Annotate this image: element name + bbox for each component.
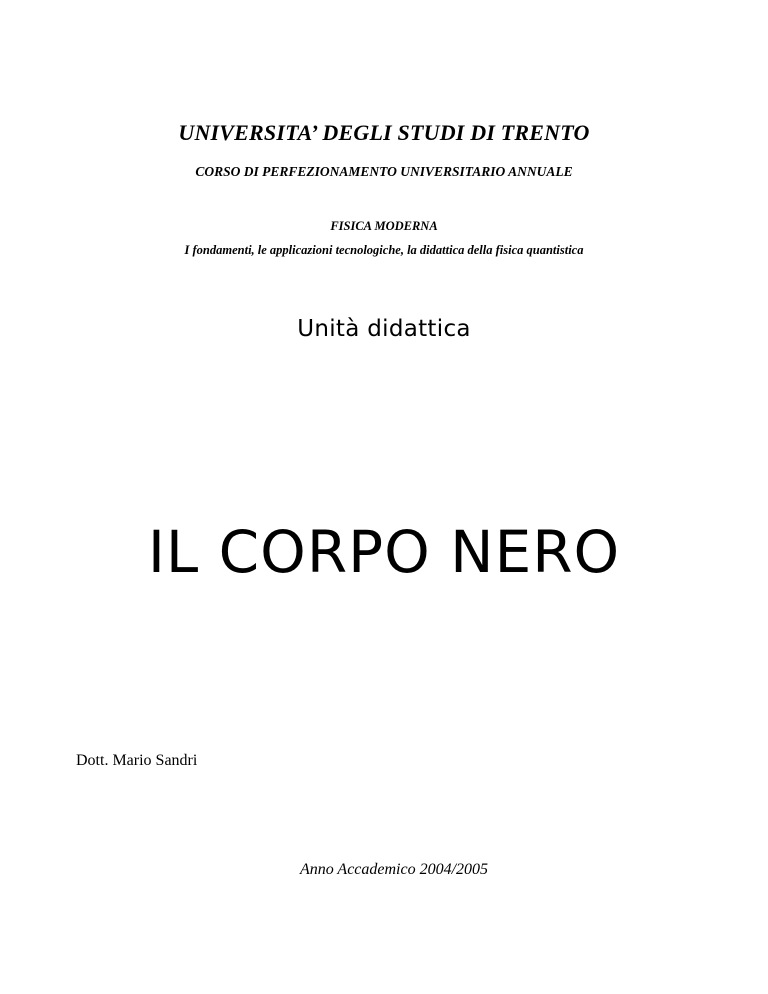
university-name: UNIVERSITA’ DEGLI STUDI DI TRENTO bbox=[178, 120, 590, 145]
unit-label: Unità didattica bbox=[297, 316, 471, 342]
course-name: CORSO DI PERFEZIONAMENTO UNIVERSITARIO ANNUALE bbox=[195, 164, 573, 179]
subject-description: I fondamenti, le applicazioni tecnologiche, la didattica della fisica quantistica bbox=[184, 243, 584, 257]
academic-year: Anno Accademico 2004/2005 bbox=[299, 861, 489, 878]
document-title: IL CORPO NERO bbox=[147, 518, 621, 586]
author-name: Dott. Mario Sandri bbox=[76, 752, 198, 769]
subject-name: FISICA MODERNA bbox=[330, 219, 438, 233]
